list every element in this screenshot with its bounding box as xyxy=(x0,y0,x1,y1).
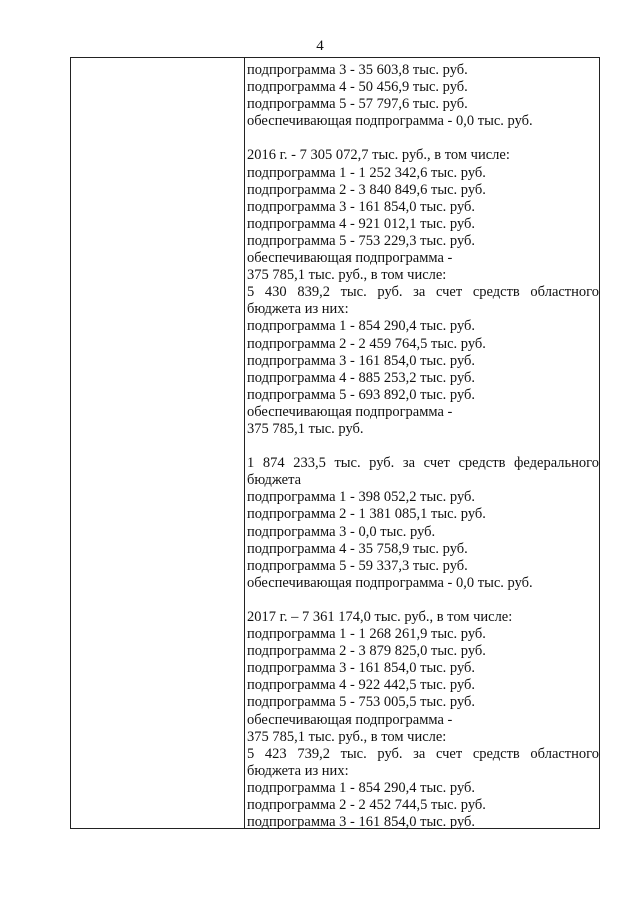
funding-line: обеспечивающая подпрограмма - 0,0 тыс. руб. xyxy=(247,574,533,591)
funding-line: бюджета из них: xyxy=(247,301,349,318)
funding-line: подпрограмма 2 - 3 840 849,6 тыс. руб. xyxy=(247,181,486,198)
funding-line: подпрограмма 3 - 35 603,8 тыс. руб. xyxy=(247,62,468,78)
funding-line: подпрограмма 2 - 3 879 825,0 тыс. руб. xyxy=(247,643,486,660)
funding-line: подпрограмма 4 - 885 253,2 тыс. руб. xyxy=(247,369,476,386)
funding-line: подпрограмма 1 - 854 290,4 тыс. руб. xyxy=(247,318,476,335)
funding-line: подпрограмма 5 - 57 797,6 тыс. руб. xyxy=(247,96,468,113)
page-number: 4 xyxy=(316,38,324,54)
funding-line: бюджета xyxy=(247,472,302,489)
funding-line: подпрограмма 4 - 35 758,9 тыс. руб. xyxy=(247,540,468,557)
funding-line: обеспечивающая подпрограмма - xyxy=(247,403,453,420)
funding-line: обеспечивающая подпрограмма - 0,0 тыс. руб. xyxy=(247,113,533,130)
funding-line: подпрограмма 1 - 1 252 342,6 тыс. руб. xyxy=(247,164,486,181)
table-label-column xyxy=(71,58,245,828)
funding-line: подпрограмма 3 - 161 854,0 тыс. руб. xyxy=(247,198,476,215)
funding-line: подпрограмма 3 - 0,0 тыс. руб. xyxy=(247,523,436,540)
funding-line: подпрограмма 3 - 161 854,0 тыс. руб. xyxy=(247,660,476,677)
funding-line: 5 430 839,2 тыс. руб. за счет средств областного xyxy=(247,284,599,301)
funding-line: обеспечивающая подпрограмма - xyxy=(247,711,453,728)
funding-line: 2016 г. - 7 305 072,7 тыс. руб., в том числе: xyxy=(247,147,510,164)
funding-line: подпрограмма 4 - 50 456,9 тыс. руб. xyxy=(247,79,468,96)
funding-line: 2017 г. – 7 361 174,0 тыс. руб., в том числе: xyxy=(247,609,513,625)
funding-line: подпрограмма 4 - 922 442,5 тыс. руб. xyxy=(247,677,476,694)
funding-line: подпрограмма 3 - 161 854,0 тыс. руб. xyxy=(247,814,476,831)
funding-table xyxy=(70,57,600,829)
funding-line: подпрограмма 1 - 398 052,2 тыс. руб. xyxy=(247,489,476,506)
table-content-column xyxy=(244,58,599,831)
paragraph-gap xyxy=(247,592,599,609)
funding-line: подпрограмма 5 - 753 229,3 тыс. руб. xyxy=(247,232,476,249)
funding-line: подпрограмма 3 - 161 854,0 тыс. руб. xyxy=(247,352,476,369)
funding-line: подпрограмма 1 - 1 268 261,9 тыс. руб. xyxy=(247,626,486,643)
funding-line: 5 423 739,2 тыс. руб. за счет средств областного xyxy=(247,745,599,762)
funding-line: подпрограмма 4 - 921 012,1 тыс. руб. xyxy=(247,215,476,232)
funding-line: подпрограмма 2 - 2 459 764,5 тыс. руб. xyxy=(247,335,486,352)
funding-line: подпрограмма 1 - 854 290,4 тыс. руб. xyxy=(247,779,476,796)
paragraph-gap xyxy=(247,130,599,147)
funding-line: бюджета из них: xyxy=(247,762,349,779)
funding-line: подпрограмма 5 - 59 337,3 тыс. руб. xyxy=(247,557,468,574)
funding-line: обеспечивающая подпрограмма - xyxy=(247,250,453,267)
funding-line: 375 785,1 тыс. руб., в том числе: xyxy=(247,728,447,745)
funding-line: 375 785,1 тыс. руб., в том числе: xyxy=(247,267,447,284)
funding-line: 375 785,1 тыс. руб. xyxy=(247,420,364,437)
funding-line: подпрограмма 5 - 693 892,0 тыс. руб. xyxy=(247,386,476,403)
funding-line: подпрограмма 5 - 753 005,5 тыс. руб. xyxy=(247,694,476,711)
funding-line: 1 874 233,5 тыс. руб. за счет средств федерального xyxy=(247,455,599,472)
paragraph-gap xyxy=(247,438,599,455)
funding-line: подпрограмма 2 - 1 381 085,1 тыс. руб. xyxy=(247,506,486,523)
funding-line: подпрограмма 2 - 2 452 744,5 тыс. руб. xyxy=(247,797,486,814)
